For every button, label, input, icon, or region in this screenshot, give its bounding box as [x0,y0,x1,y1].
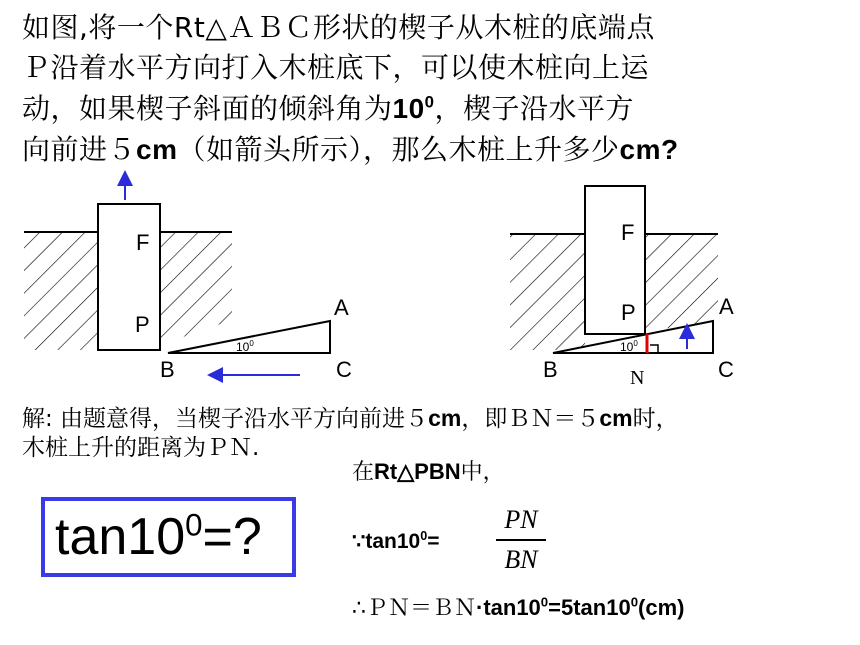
label-c-right: C [718,357,734,382]
unit-cm: cm [136,134,178,165]
angle-sup-right: 0 [633,339,638,348]
label-p-right: P [621,300,636,325]
therefore-tan: ·tan10 [476,595,541,620]
fraction-denominator: BN [504,545,538,574]
solution-text-1c: ，即ＢＮ＝５ [461,406,600,432]
problem-text-2: Ｐ沿着水平方向打入木桩底下，可以使木桩向上运 [22,51,650,84]
box-tan-text: tan10 [55,508,186,566]
label-a-left: A [334,295,349,320]
middle-text: 中， [460,460,505,485]
degree-superscript: 0 [424,92,435,112]
problem-line-3 [22,93,634,125]
solution-text-2: 木桩上升的距离为ＰＮ. [22,435,260,461]
because-text: ∵tan10 [352,530,421,553]
therefore-sup-1: 0 [540,594,549,610]
fraction-pn-bn [496,505,546,575]
label-f-left: F [136,230,150,255]
in-text: 在 [352,460,375,485]
wooden-post-left [98,204,160,350]
label-p-left: P [135,312,150,337]
therefore-result: =5tan10 [548,595,631,620]
problem-text-4c: （如箭头所示），那么木桩上升多少 [177,133,620,166]
soil-hatch-right-a [510,234,585,350]
therefore-text: ∴ＰＮ＝ＢＮ [352,596,476,621]
problem-text-3d: ，楔子沿水平方 [434,92,635,125]
box-superscript: 0 [185,507,203,543]
problem-text-1: 如图,将一个Rt△ＡＢＣ形状的楔子从木桩的底端点 [22,11,655,44]
wooden-post-right [585,186,645,334]
angle-value-left: 10 [236,340,250,354]
soil-hatch-left-b [160,232,232,345]
problem-line-2 [22,52,649,84]
label-f-right: F [621,220,635,245]
label-n-right: N [630,367,645,389]
label-a-right: A [719,294,734,319]
problem-line-1 [22,12,655,44]
because-line [352,528,440,556]
therefore-line [352,594,685,623]
solution-text-1a: 解: 由题意得，当楔子沿水平方向前进５ [22,406,429,432]
label-b-left: B [160,357,175,382]
left-diagram [24,178,352,382]
box-question-text: =? [202,508,262,566]
unit-cm-question: cm? [619,134,679,165]
wedge-diagrams [0,160,860,390]
angle-value: 10 [392,93,425,124]
solution-text-1e: 时， [632,406,679,432]
fraction-numerator: PN [504,505,538,534]
solution-line-1 [22,404,679,433]
solution-unit-1: cm [428,405,462,431]
soil-hatch-right-b [645,234,718,332]
problem-text-4a: 向前进５ [22,133,137,166]
label-c-left: C [336,357,352,382]
fraction-bar [496,539,546,541]
because-superscript: 0 [420,529,428,543]
therefore-unit: (cm) [638,595,685,620]
problem-text-3a: 动，如果楔子斜面的倾斜角为 [22,92,393,125]
angle-sup-left: 0 [249,339,254,348]
label-b-right: B [543,357,558,382]
solution-unit-2: cm [599,405,633,431]
solution-line-2 [22,434,259,462]
equals-sign: = [427,530,440,553]
soil-hatch-left-a [24,232,98,350]
right-diagram [510,186,734,389]
angle-value-right: 10 [620,340,634,354]
in-triangle-line [352,458,505,487]
therefore-sup-2: 0 [630,594,639,610]
tan-question-box [41,497,296,577]
triangle-name: Rt△PBN [374,459,461,484]
